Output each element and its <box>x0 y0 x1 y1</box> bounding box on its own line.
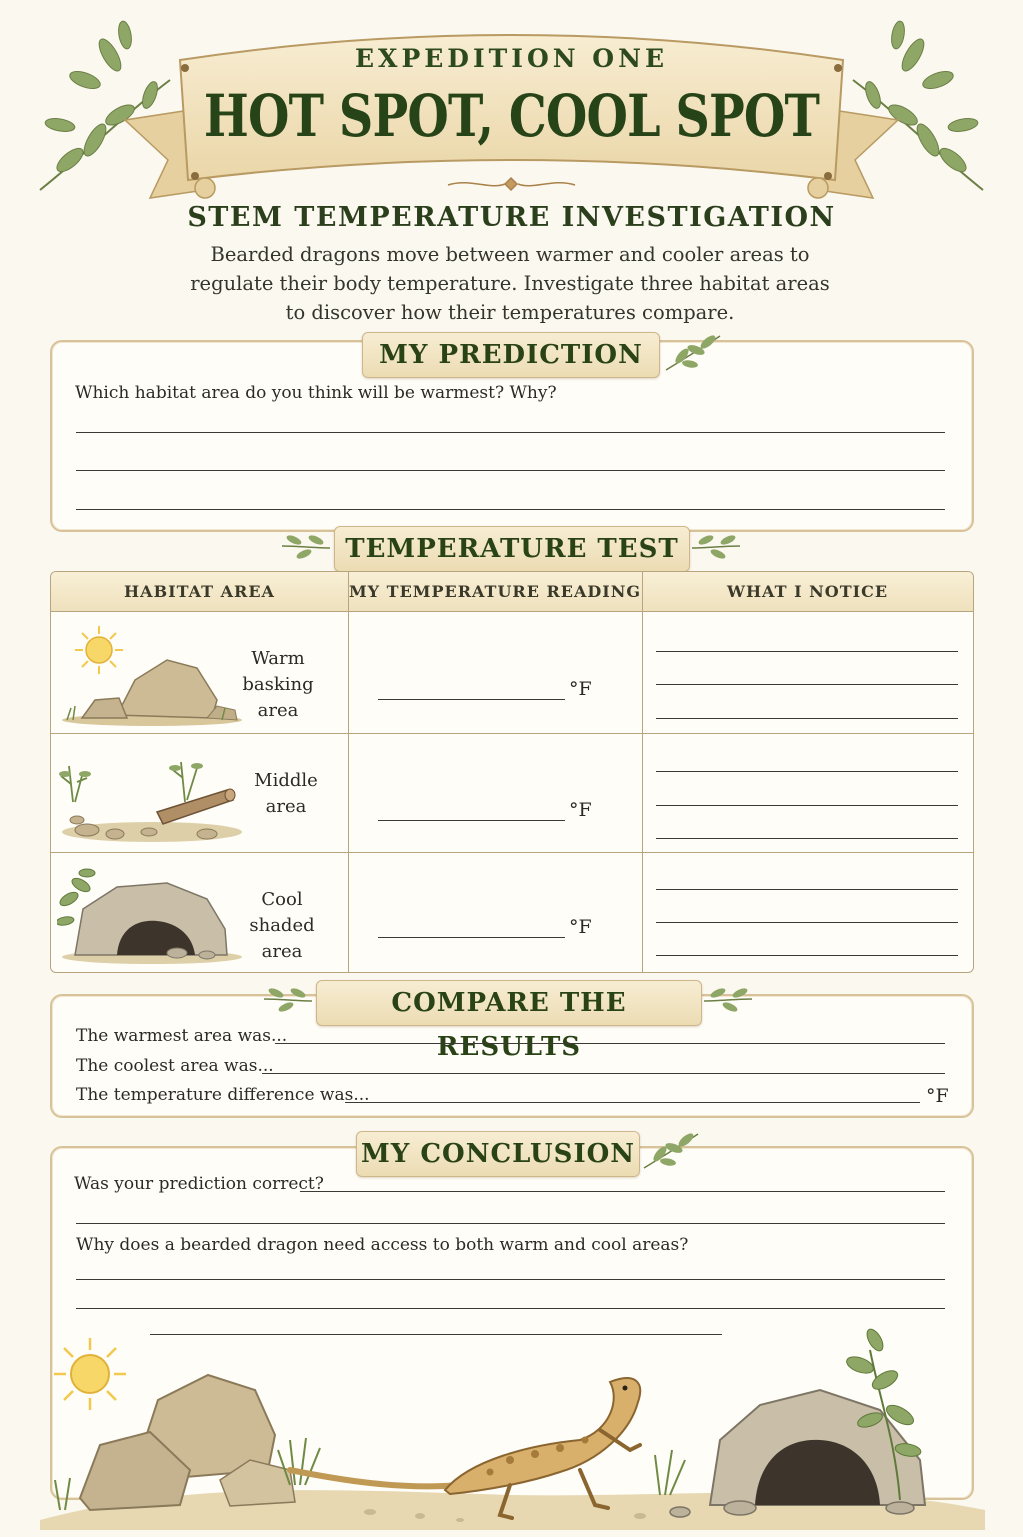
intro-paragraph: Bearded dragons move between warmer and cooler areas to regulate their body temperature. Investigate three habitat areas to discover how their temperatures compare. <box>190 243 830 324</box>
expedition-label: EXPEDITION ONE <box>355 44 668 73</box>
compare-coolest-label: The coolest area was... <box>76 1056 274 1076</box>
habitat-label-warm <box>223 646 333 724</box>
temperature-test-left-sprig-icon <box>280 530 332 564</box>
notice-line[interactable] <box>656 955 958 956</box>
log-grass-icon <box>57 742 242 846</box>
compare-left-sprig-icon <box>262 983 314 1017</box>
fahrenheit-unit: °F <box>569 678 592 700</box>
compare-right-sprig-icon <box>702 983 754 1017</box>
habitat-label-line: Middle <box>254 770 318 791</box>
notice-line[interactable] <box>656 718 958 719</box>
compare-difference-line[interactable] <box>345 1102 920 1103</box>
sun-rock-icon <box>57 620 242 728</box>
temperature-reading-input[interactable] <box>378 820 565 821</box>
compare-coolest-line[interactable] <box>262 1073 945 1074</box>
fahrenheit-unit: °F <box>569 916 592 938</box>
column-header-notice: WHAT I NOTICE <box>642 572 973 612</box>
prediction-heading: MY PREDICTION <box>362 332 660 378</box>
habitat-label-middle <box>231 768 341 820</box>
fahrenheit-unit: °F <box>926 1085 949 1107</box>
habitat-label-line: Warm <box>251 648 305 669</box>
prediction-question: Which habitat area do you think will be warmest? Why? <box>75 383 557 403</box>
conclusion-heading: MY CONCLUSION <box>356 1131 640 1177</box>
page-subtitle: STEM TEMPERATURE INVESTIGATION <box>187 202 836 233</box>
temperature-table <box>50 571 974 973</box>
habitat-scene-illustration <box>40 1320 985 1530</box>
notice-line[interactable] <box>656 771 958 772</box>
notice-line[interactable] <box>656 651 958 652</box>
conclusion-answer-line[interactable] <box>76 1223 945 1224</box>
notice-line[interactable] <box>656 922 958 923</box>
notice-line[interactable] <box>656 838 958 839</box>
prediction-answer-line[interactable] <box>76 432 945 433</box>
prediction-leaf-sprig-icon <box>662 330 724 374</box>
conclusion-answer-line[interactable] <box>300 1191 945 1192</box>
table-row <box>51 612 973 733</box>
habitat-label-cool <box>227 887 337 965</box>
habitat-label-line: shaded area <box>249 915 315 962</box>
page-title: HOT SPOT, COOL SPOT <box>203 82 820 150</box>
habitat-label-line: Cool <box>261 889 303 910</box>
table-row <box>51 734 973 852</box>
compare-warmest-label: The warmest area was... <box>76 1026 288 1046</box>
notice-line[interactable] <box>656 805 958 806</box>
habitat-label-line: area <box>265 796 307 817</box>
temperature-reading-input[interactable] <box>378 937 565 938</box>
table-row <box>51 853 973 972</box>
column-header-reading: MY TEMPERATURE READING <box>348 572 642 612</box>
notice-line[interactable] <box>656 889 958 890</box>
conclusion-question-1: Was your prediction correct? <box>74 1174 324 1194</box>
temperature-reading-input[interactable] <box>378 699 565 700</box>
compare-warmest-line[interactable] <box>275 1043 945 1044</box>
compare-heading: COMPARE THE RESULTS <box>316 980 702 1026</box>
conclusion-question-2: Why does a bearded dragon need access to both warm and cool areas? <box>76 1235 689 1255</box>
compare-difference-label: The temperature difference was... <box>76 1085 370 1105</box>
notice-line[interactable] <box>656 684 958 685</box>
conclusion-leaf-sprig-icon <box>640 1128 702 1172</box>
conclusion-answer-line[interactable] <box>76 1279 945 1280</box>
fahrenheit-unit: °F <box>569 799 592 821</box>
habitat-label-line: basking area <box>242 674 314 721</box>
title-banner <box>0 0 1023 215</box>
temperature-test-heading: TEMPERATURE TEST <box>334 526 690 572</box>
cave-icon <box>57 859 242 965</box>
temperature-test-right-sprig-icon <box>690 530 742 564</box>
prediction-answer-line[interactable] <box>76 470 945 471</box>
conclusion-answer-line[interactable] <box>76 1308 945 1309</box>
ornament-divider-icon <box>448 178 575 190</box>
prediction-answer-line[interactable] <box>76 509 945 510</box>
column-header-habitat: HABITAT AREA <box>51 572 348 612</box>
